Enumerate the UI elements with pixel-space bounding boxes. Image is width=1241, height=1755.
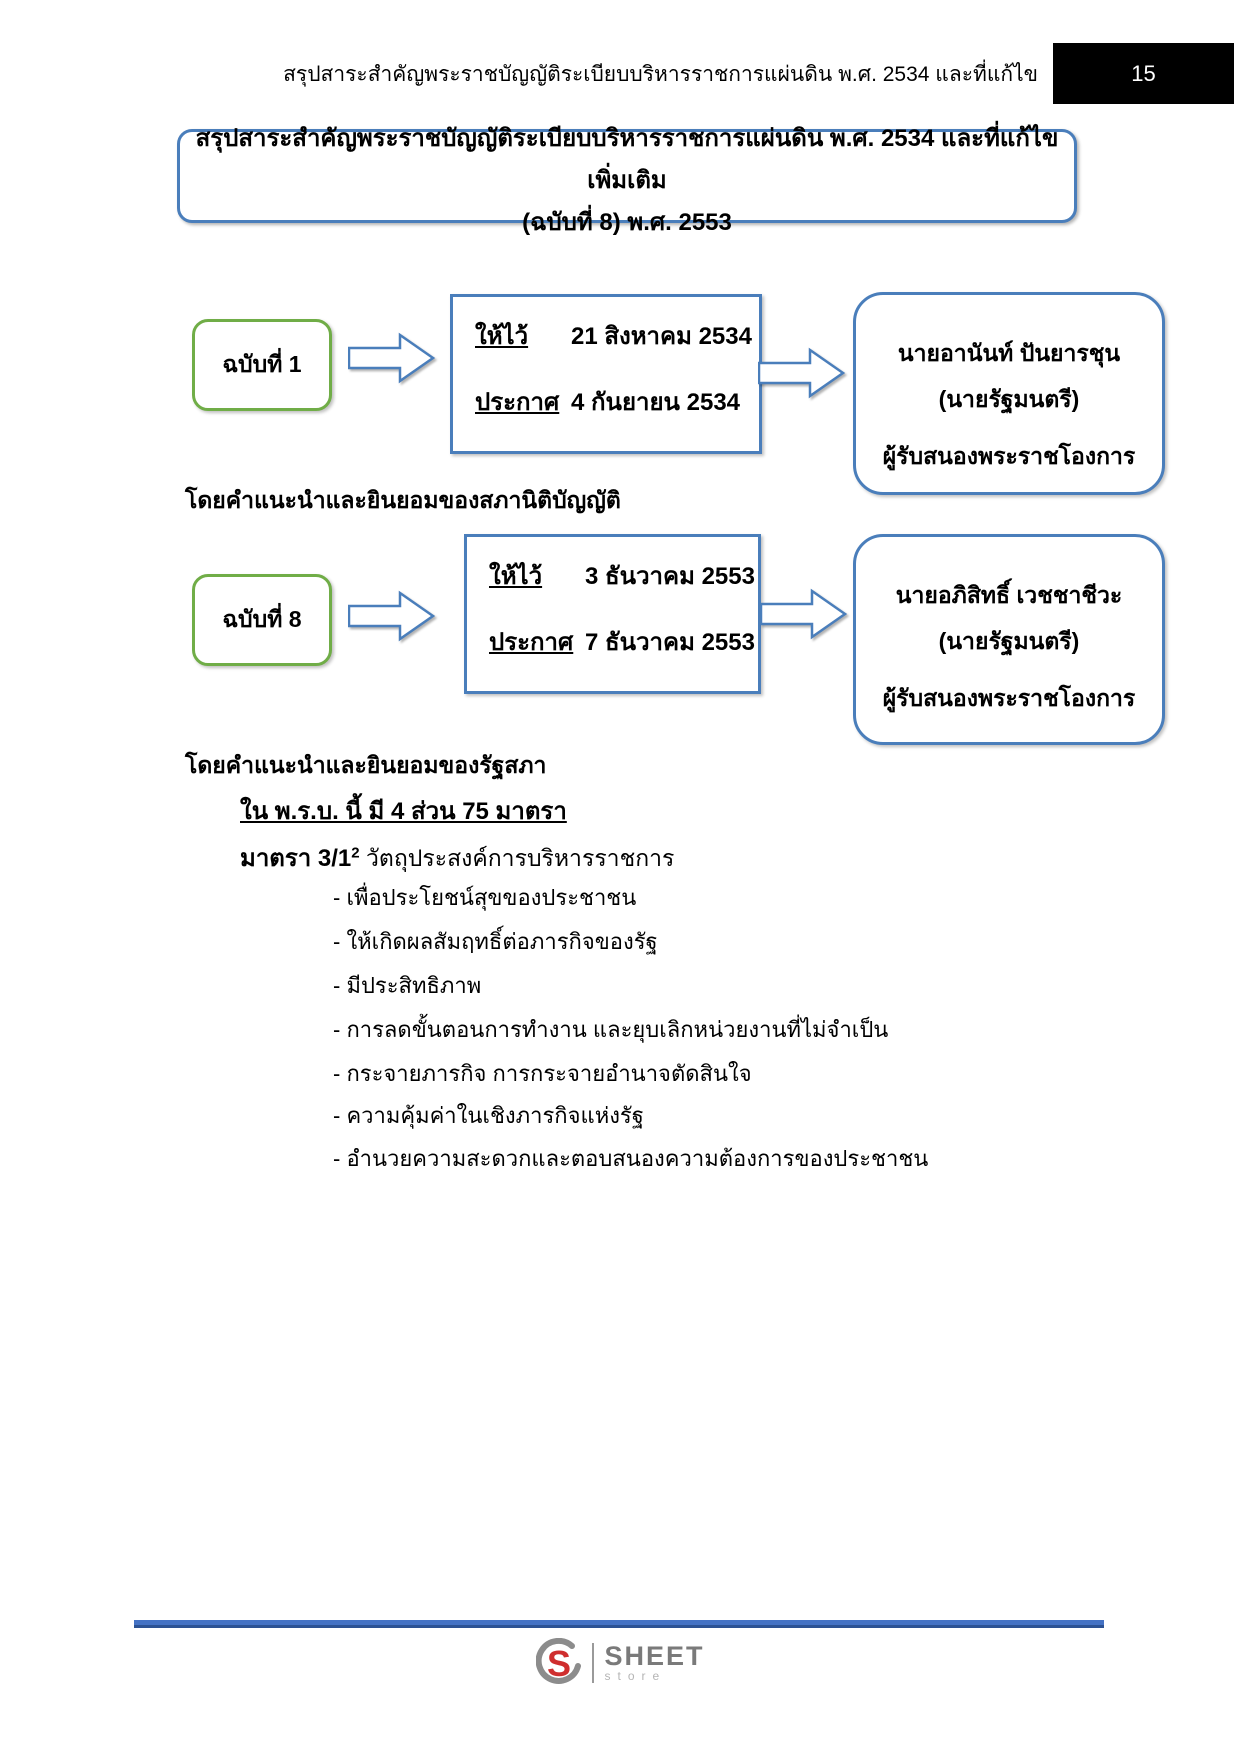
note-edition-1: โดยคำแนะนำและยินยอมของสภานิติบัญญัติ bbox=[185, 487, 621, 513]
sheet-store-logo-icon bbox=[536, 1638, 582, 1688]
edition-8-box bbox=[192, 574, 332, 666]
objective-bullet: - ให้เกิดผลสัมฤทธิ์ต่อภารกิจของรัฐ bbox=[333, 929, 658, 954]
brand-text bbox=[604, 1643, 704, 1683]
dates-box-edition-1 bbox=[450, 294, 762, 454]
signer-role: ผู้รับสนองพระราชโองการ bbox=[882, 685, 1136, 711]
edition-1-label: ฉบับที่ 1 bbox=[222, 351, 302, 377]
section-footnote-ref: 2 bbox=[351, 844, 360, 862]
signer-box-edition-8 bbox=[853, 534, 1165, 745]
signer-name: นายอานันท์ ปันยารชุน bbox=[897, 340, 1121, 366]
document-title-line2: (ฉบับที่ 8) พ.ศ. 2553 bbox=[522, 209, 732, 236]
given-label: ให้ไว้ bbox=[475, 323, 529, 350]
signer-role: ผู้รับสนองพระราชโองการ bbox=[882, 443, 1136, 469]
header-running-title: สรุปสาระสำคัญพระราชบัญญัติระเบียบบริหารราชการแผ่นดิน พ.ศ. 2534 และที่แก้ไข bbox=[283, 63, 1038, 86]
objective-bullet: - เพื่อประโยชน์สุขของประชาชน bbox=[333, 885, 637, 910]
announced-date: 7 ธันวาคม 2553 bbox=[585, 629, 755, 656]
objective-bullet: - อำนวยความสะดวกและตอบสนองความต้องการของประชาชน bbox=[333, 1146, 929, 1171]
given-date-row bbox=[475, 321, 759, 353]
given-date-row bbox=[489, 561, 758, 593]
page-number-badge bbox=[1053, 43, 1234, 104]
brand-name: SHEET bbox=[604, 1641, 705, 1671]
right-arrow-icon bbox=[348, 590, 436, 642]
edition-8-label: ฉบับที่ 8 bbox=[222, 606, 302, 632]
note-edition-8: โดยคำแนะนำและยินยอมของรัฐสภา bbox=[185, 752, 547, 778]
page-number: 15 bbox=[1131, 60, 1156, 86]
objective-bullet: - การลดขั้นตอนการทำงาน และยุบเลิกหน่วยงานที่ไม่จำเป็น bbox=[333, 1017, 889, 1042]
section-3-1-line bbox=[240, 838, 674, 877]
footer-divider-bar bbox=[134, 1620, 1104, 1628]
edition-1-box bbox=[192, 319, 332, 411]
svg-text:S: S bbox=[547, 1643, 572, 1684]
objective-bullet: - ความคุ้มค่าในเชิงภารกิจแห่งรัฐ bbox=[333, 1103, 644, 1128]
signer-box-edition-1 bbox=[853, 292, 1165, 495]
logo-divider bbox=[592, 1643, 594, 1683]
announced-label: ประกาศ bbox=[475, 389, 560, 416]
objective-bullet: - กระจายภารกิจ การกระจายอำนาจตัดสินใจ bbox=[333, 1061, 752, 1086]
given-date: 3 ธันวาคม 2553 bbox=[585, 563, 755, 590]
right-arrow-icon bbox=[760, 588, 848, 640]
act-summary-line: ใน พ.ร.บ. นี้ มี 4 ส่วน 75 มาตรา bbox=[240, 798, 567, 825]
announced-date-row bbox=[475, 387, 759, 419]
document-title-line1: สรุปสาระสำคัญพระราชบัญญัติระเบียบบริหารราชการแผ่นดิน พ.ศ. 2534 และที่แก้ไขเพิ่มเติม bbox=[195, 125, 1059, 194]
right-arrow-icon bbox=[758, 347, 846, 399]
signer-title: (นายรัฐมนตรี) bbox=[938, 386, 1080, 412]
given-label: ให้ไว้ bbox=[489, 563, 543, 590]
signer-title: (นายรัฐมนตรี) bbox=[938, 628, 1080, 654]
announced-date-row bbox=[489, 627, 758, 659]
announced-date: 4 กันยายน 2534 bbox=[571, 389, 741, 416]
dates-box-edition-8 bbox=[464, 534, 761, 694]
announced-label: ประกาศ bbox=[489, 629, 574, 656]
right-arrow-icon bbox=[348, 332, 436, 384]
footer-logo bbox=[0, 1638, 1241, 1688]
objective-bullet: - มีประสิทธิภาพ bbox=[333, 973, 482, 998]
section-label: มาตรา 3/1 bbox=[240, 845, 352, 872]
brand-subtitle: store bbox=[604, 1669, 667, 1683]
section-text: วัตถุประสงค์การบริหารราชการ bbox=[359, 845, 675, 871]
signer-name: นายอภิสิทธิ์ เวชชาชีวะ bbox=[895, 582, 1123, 608]
given-date: 21 สิงหาคม 2534 bbox=[571, 323, 752, 350]
document-title-box bbox=[177, 125, 1077, 236]
